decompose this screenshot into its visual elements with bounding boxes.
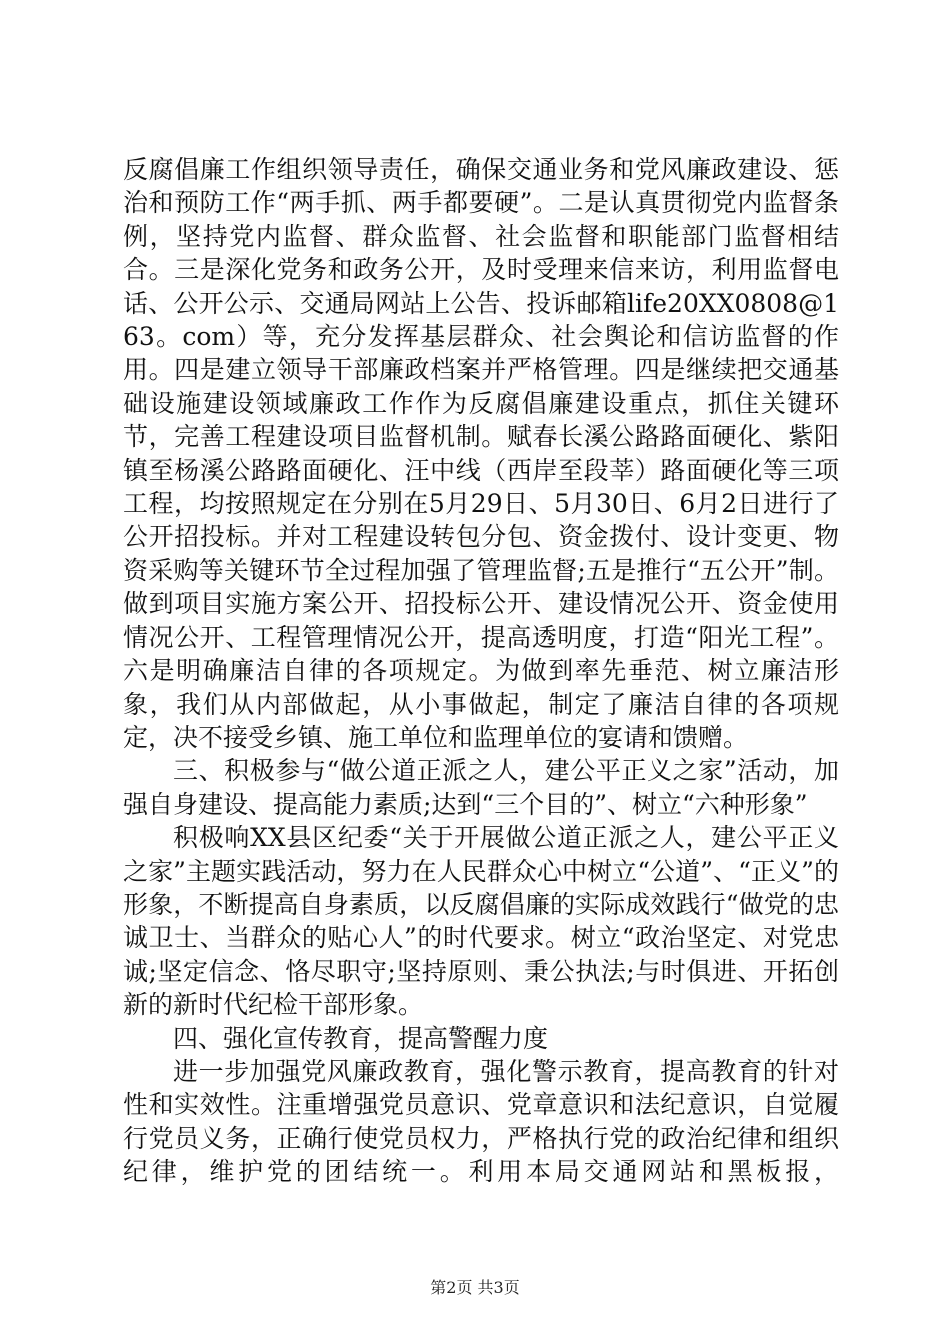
section-heading-four: 四、强化宣传教育，提高警醒力度 (173, 1023, 549, 1053)
paragraph: 积极响XX县区纪委“关于开展做公道正派之人，建公平正义之家”主题实践活动，努力在人民群众心中树立“公道”、“正义”的形象，不断提高自身素质，以反腐倡廉的实际成效践行“做党的忠诚卫士、当群众的贴心人”的时代要求。树立“政治坚定、对党忠诚;坚定信念、恪尽职守;坚持原则、秉公执法;与时俱进、开拓创新的新时代纪检干部形象。 (123, 823, 839, 1020)
page-number-footer: 第2页 共3页 (430, 1278, 520, 1297)
paragraph-continuation: 反腐倡廉工作组织领导责任，确保交通业务和党风廉政建设、惩治和预防工作“两手抓、两手都要硬”。二是认真贯彻党内监督条例，坚持党内监督、群众监督、社会监督和职能部门监督相结合。三是深化党务和政务公开，及时受理来信来访，利用监督电话、公开公示、交通局网站上公告、投诉邮箱life20XX0808@163。com）等，充分发挥基层群众、社会舆论和信访监督的作用。四是建立领导干部廉政档案并严格管理。四是继续把交通基础设施建设领域廉政工作作为反腐倡廉建设重点，抓住关键环节，完善工程建设项目监督机制。赋春长溪公路路面硬化、紫阳镇至杨溪公路路面硬化、汪中线（西岸至段莘）路面硬化等三项工程，均按照规定在分别在5月29日、5月30日、6月2日进行了公开招投标。并对工程建设转包分包、资金拨付、设计变更、物资采购等关键环节全过程加强了管理监督;五是推行“五公开”制。做到项目实施方案公开、招投标公开、建设情况公开、资金使用情况公开、工程管理情况公开，提高透明度，打造“阳光工程”。六是明确廉洁自律的各项规定。为做到率先垂范、树立廉洁形象，我们从内部做起，从小事做起，制定了廉洁自律的各项规定，决不接受乡镇、施工单位和监理单位的宴请和馈赠。 (123, 155, 839, 752)
section-heading-three: 三、积极参与“做公道正派之人，建公平正义之家”活动，加强自身建设、提高能力素质;达到“三个目的”、树立“六种形象” (123, 756, 839, 819)
paragraph: 进一步加强党风廉政教育，强化警示教育，提高教育的针对性和实效性。注重增强党员意识、党章意识和法纪意识，自觉履行党员义务，正确行使党员权力，严格执行党的政治纪律和组织纪律，维护党的团结统一。利用本局交通网站和黑板报， (123, 1056, 839, 1187)
body-text (123, 153, 839, 1189)
